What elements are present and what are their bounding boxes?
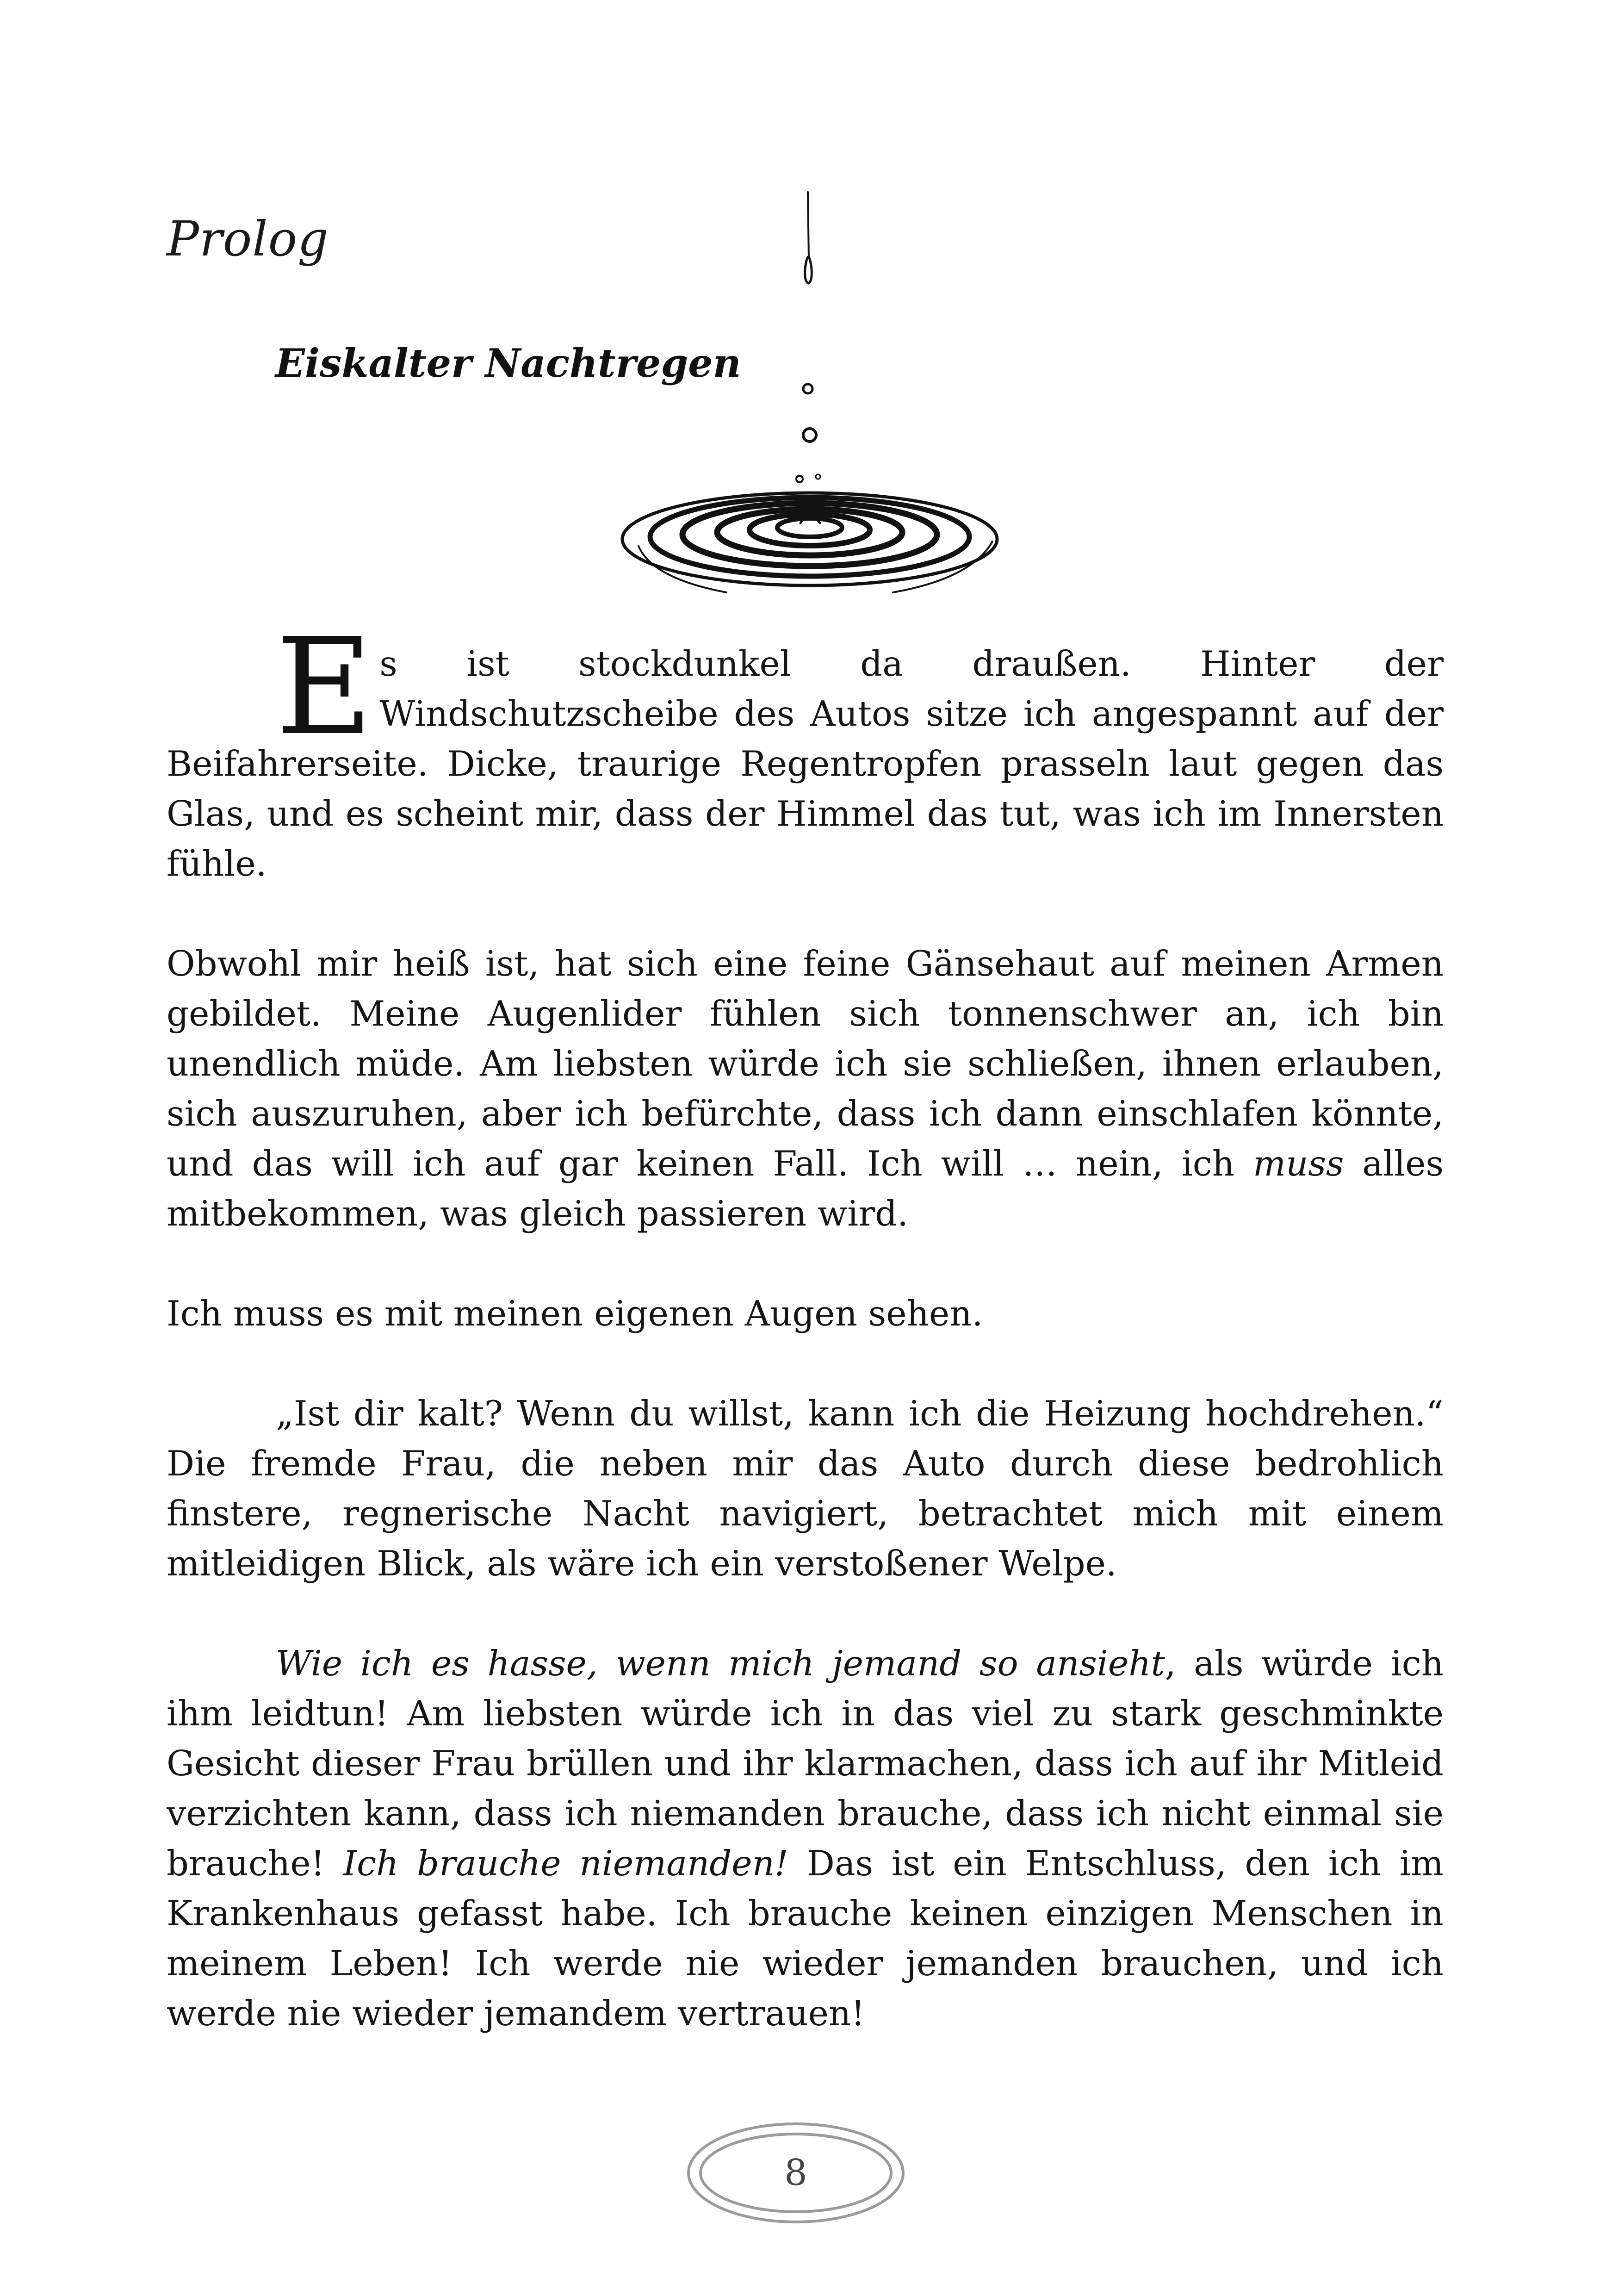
prologue-text xyxy=(167,610,1444,2038)
chapter-subtitle: Eiskalter Nachtregen xyxy=(275,340,741,386)
paragraph-2-text-end: alles mitbekommen, was gleich passieren wird. xyxy=(167,1143,1444,1234)
paragraph-2-text-start: Obwohl mir heiß ist, hat sich eine feine Gänsehaut auf meinen Armen gebildet. Meine Augenlider fühlen sich tonnenschwer an, ich bin unendlich müde. Am liebsten würde ich sie schließen, ihnen erlauben, sich auszuruhen, aber ich befürchte, dass ich dann einschlafen könnte, und das will ich auf gar keinen Fall. Ich will … nein, ich xyxy=(167,943,1444,1184)
paragraph-4-text: „Ist dir kalt? Wenn du willst, kann ich die Heizung hochdrehen.“ Die fremde Frau, die neben mir das Auto durch diese bedrohlich finstere, regnerische Nacht navigiert, betrachtet mich mit einem mitleidigen Blick, als wäre ich ein verstoßener Welpe. xyxy=(167,1393,1444,1584)
chapter-title: Prolog xyxy=(167,211,329,267)
paragraph-1-text: s ist stockdunkel da draußen. Hinter der Windschutzscheibe des Autos sitze ich angespannt auf der Beifahrerseite. Dicke, traurige Regentropfen prasseln laut gegen das Glas, und es scheint mir, dass der Himmel das tut, was ich im Innersten fühle. xyxy=(167,643,1444,884)
paragraph-2 xyxy=(167,939,1444,1238)
paragraph-5-emphasis-2: Ich brauche niemanden! xyxy=(343,1843,789,1884)
paragraph-3-text: Ich muss es mit meinen eigenen Augen sehen. xyxy=(167,1293,983,1334)
paragraph-1 xyxy=(167,610,1444,889)
paragraph-3 xyxy=(167,1288,1444,1338)
paragraph-2-emphasis: muss xyxy=(1253,1143,1344,1184)
drop-cap: E xyxy=(276,610,373,765)
paragraph-5 xyxy=(167,1638,1444,2038)
paragraph-5-emphasis-1: Wie ich es hasse, wenn mich jemand so ansieht xyxy=(276,1643,1165,1684)
paragraph-4 xyxy=(167,1388,1444,1588)
water-drop-ripple-icon xyxy=(606,185,1013,616)
paragraph-5-text-middle: , als würde ich ihm leidtun! Am liebsten würde ich in das viel zu stark geschminkte Gesicht dieser Frau brüllen und ihr klarmachen, dass ich auf ihr Mitleid verzichten kann, dass ich niemanden brauche, dass ich nicht einmal sie brauche! xyxy=(167,1643,1444,1884)
page-number: 8 xyxy=(784,2152,807,2194)
paragraph-5-text-end: Das ist ein Entschluss, den ich im Krankenhaus gefasst habe. Ich brauche keinen einzigen Menschen in meinem Leben! Ich werde nie wieder jemanden brauchen, und ich werde nie wieder jemandem vertrauen! xyxy=(167,1843,1444,2034)
